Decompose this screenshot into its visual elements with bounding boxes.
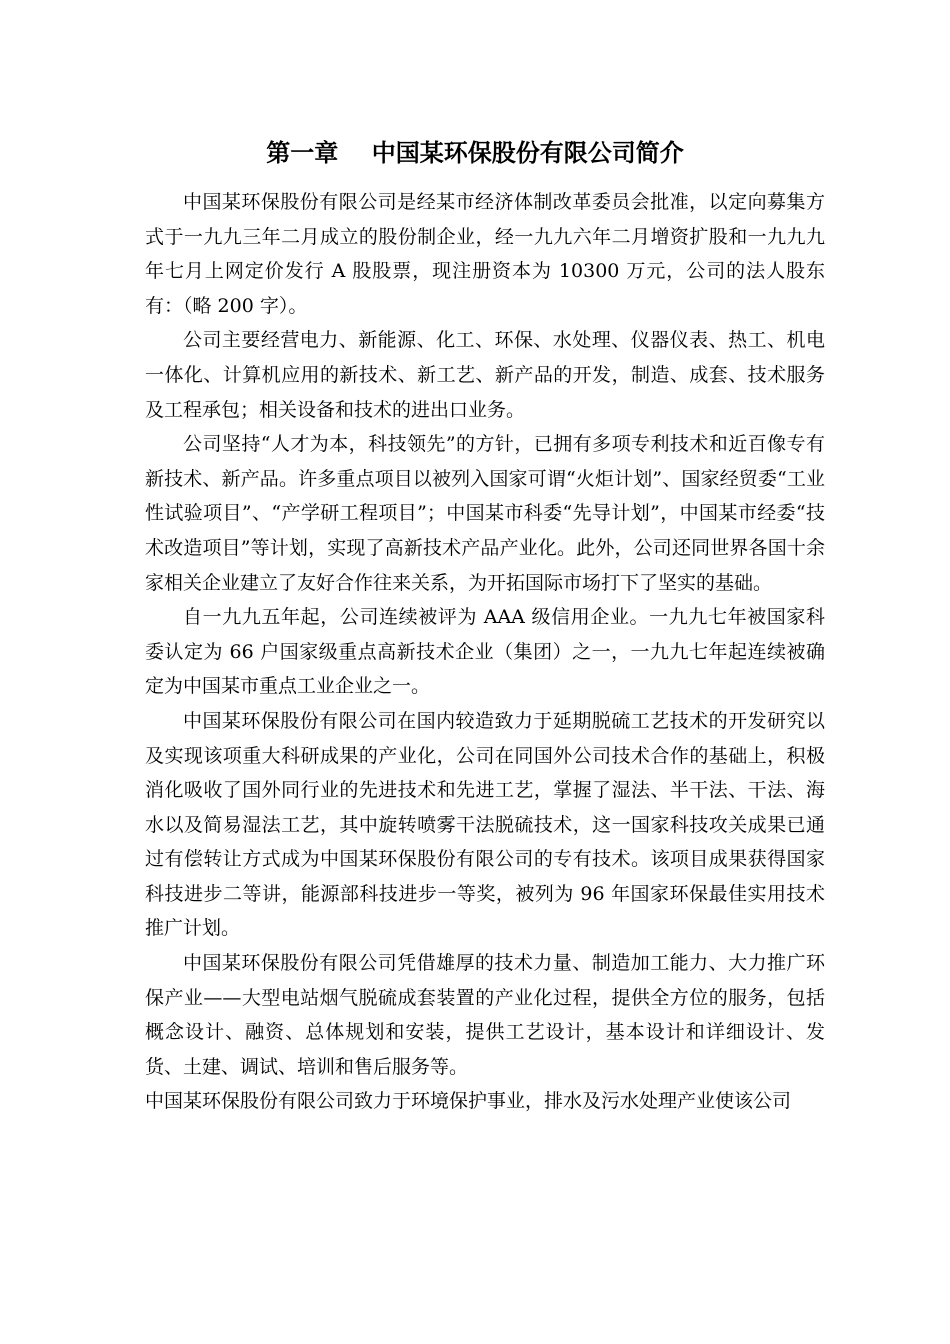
chapter-title: 第一章 中国某环保股份有限公司简介: [266, 139, 684, 167]
paragraph-company-overview: 中国某环保股份有限公司是经某市经济体制改革委员会批准，以定向募集方式于一九九三年二月成立的股份制企业，经一九九六年二月增资扩股和一九九九年七月上网定价发行 A 股股票，现注册资本为 10300 万元，公司的法人股东有：（略 200 字）。: [145, 191, 825, 317]
paragraph-business-scope: 公司主要经营电力、新能源、化工、环保、水处理、仪器仪表、热工、机电一体化、计算机应用的新技术、新工艺、新产品的开发，制造、成套、技术服务及工程承包；相关设备和技术的进出口业务。: [145, 329, 825, 421]
document-body: [145, 185, 825, 1119]
paragraph-services: 中国某环保股份有限公司凭借雄厚的技术力量、制造加工能力、大力推广环保产业——大型电站烟气脱硫成套装置的产业化过程，提供全方位的服务，包括概念设计、融资、总体规划和安装，提供工艺设计，基本设计和详细设计、发货、土建、调试、培训和售后服务等。: [145, 952, 825, 1078]
paragraph-desulfurization-tech: 中国某环保股份有限公司在国内较造致力于延期脱硫工艺技术的开发研究以及实现该项重大科研成果的产业化，公司在同国外公司技术合作的基础上，积极消化吸收了国外同行业的先进技术和先进工艺，掌握了湿法、半干法、干法、海水以及简易湿法工艺，其中旋转喷雾干法脱硫技术，这一国家科技攻关成果已通过有偿转让方式成为中国某环保股份有限公司的专有技术。该项目成果获得国家科技进步二等讲，能源部科技进步一等奖，被列为 96 年国家环保最佳实用技术推广计划。: [145, 709, 825, 940]
paragraph-environmental-protection: 中国某环保股份有限公司致力于环境保护事业，排水及污水处理产业使该公司: [145, 1090, 792, 1113]
paragraph-technology-policy: 公司坚持“人才为本，科技领先”的方针，已拥有多项专利技术和近百像专有新技术、新产品。许多重点项目以被列入国家可谓“火炬计划”、国家经贸委“工业性试验项目”、“产学研工程项目”；中国某市科委“先导计划”，中国某市经委“技术改造项目”等计划，实现了高新技术产品产业化。此外，公司还同世界各国十余家相关企业建立了友好合作往来关系，为开拓国际市场打下了坚实的基础。: [145, 433, 825, 594]
paragraph-credit-rating: 自一九九五年起，公司连续被评为 AAA 级信用企业。一九九七年被国家科委认定为 66 户国家级重点高新技术企业（集团）之一，一九九七年起连续被确定为中国某市重点工业企业之一。: [145, 606, 825, 698]
